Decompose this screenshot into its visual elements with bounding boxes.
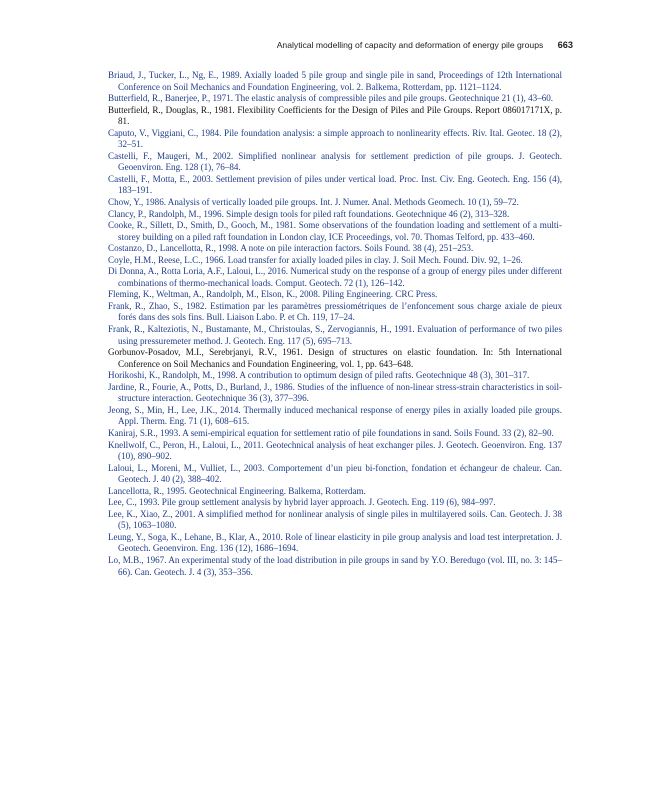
reference-entry[interactable]: Cooke, R., Sillett, D., Smith, D., Gooch, M., 1981. Some observations of the foundation loading and settlement of a multi-storey building on a piled raft foundation in London clay, ICE Proceedings, vol. 70. Thomas Telford, pp. 433–460. bbox=[108, 220, 562, 242]
reference-entry[interactable]: Horikoshi, K., Randolph, M., 1998. A contribution to optimum design of piled rafts. Geotechnique 48 (3), 301–317. bbox=[108, 370, 530, 381]
reference-entry[interactable]: Caputo, V., Viggiani, C., 1984. Pile foundation analysis: a simple approach to nonlinearity effects. Riv. Ital. Geotec. 18 (2), 32–51. bbox=[108, 127, 562, 150]
reference-entry[interactable]: Costanzo, D., Lancellotta, R., 1998. A note on pile interaction factors. Soils Found. 38 (4), 251–253. bbox=[108, 243, 474, 254]
reference-entry[interactable]: Castelli, F., Motta, E., 2003. Settlement prevision of piles under vertical load. Proc. Inst. Civ. Eng. Geotech. Eng. 156 (4), 183–191. bbox=[108, 173, 562, 196]
reference-entry[interactable]: Lee, K., Xiao, Z., 2001. A simplified method for nonlinear analysis of single piles in multilayered soils. Can. Geotech. J. 38 (5), 1063–1080. bbox=[108, 508, 562, 531]
reference-entry[interactable]: Fleming, K., Weltman, A., Randolph, M., Elson, K., 2008. Piling Engineering. CRC Press. bbox=[108, 289, 438, 300]
reference-entry[interactable]: Knellwolf, C., Peron, H., Laloui, L., 2011. Geotechnical analysis of heat exchanger piles. J. Geotech. Geoenviron. Eng. 137 (10), 890–902. bbox=[108, 439, 562, 462]
reference-entry[interactable]: Di Donna, A., Rotta Loria, A.F., Laloui, L., 2016. Numerical study on the response of a group of energy piles under different combinations of thermo-mechanical loads. Comput. Geotech. 72 (1), 126–142. bbox=[108, 266, 562, 288]
reference-entry: Gorbunov-Posadov, M.I., Serebrjanyi, R.V., 1961. Design of structures on elastic foundation. In: 5th International Conference on Soil Mechanics and Foundation Engineering, vol. 1, pp. 643–648. bbox=[108, 347, 562, 369]
page-number: 663 bbox=[557, 40, 573, 50]
running-header bbox=[108, 40, 573, 50]
reference-entry[interactable]: Laloui, L., Moreni, M., Vulliet, L., 2003. Comportement d’un pieu bi-fonction, fondation et échangeur de chaleur. Can. Geotech. J. 40 (2), 388–402. bbox=[108, 462, 562, 485]
reference-entry[interactable]: Lancellotta, R., 1995. Geotechnical Engineering. Balkema, Rotterdam. bbox=[108, 485, 366, 496]
reference-entry[interactable]: Frank, R., Zhao, S., 1982. Estimation par les paramètres pressiométriques de l’enfoncement sous charge axiale de pieux forés dans des sols fins. Bull. Liaison Labo. P. et Ch. 119, 17–24. bbox=[108, 300, 562, 323]
reference-entry[interactable]: Butterfield, R., Banerjee, P., 1971. The elastic analysis of compressible piles and pile groups. Geotechnique 21 (1), 43–60. bbox=[108, 93, 554, 104]
reference-entry[interactable]: Coyle, H.M., Reese, L.C., 1966. Load transfer for axially loaded piles in clay. J. Soil Mech. Found. Div. 92, 1–26. bbox=[108, 254, 523, 265]
reference-entry[interactable]: Jardine, R., Fourie, A., Potts, D., Burland, J., 1986. Studies of the influence of non-linear stress-strain characteristics in soil-structure interaction. Geotechnique 36 (3), 377–396. bbox=[108, 381, 562, 404]
reference-entry[interactable]: Kaniraj, S.R., 1993. A semi-empirical equation for settlement ratio of pile foundations in sand. Soils Found. 33 (2), 82–90. bbox=[108, 427, 554, 438]
reference-entry[interactable]: Briaud, J., Tucker, L., Ng, E., 1989. Axially loaded 5 pile group and single pile in sand, Proceedings of 12th International Conference on Soil Mechanics and Foundation Engineering, vol. 2. Balkema, Rotterdam, pp. 1121–1124. bbox=[108, 70, 562, 92]
reference-entry[interactable]: Clancy, P., Randolph, M., 1996. Simple design tools for piled raft foundations. Geotechnique 46 (2), 313–328. bbox=[108, 208, 510, 219]
reference-entry[interactable]: Jeong, S., Min, H., Lee, J.K., 2014. Thermally induced mechanical response of energy piles in axially loaded pile groups. Appl. Therm. Eng. 71 (1), 608–615. bbox=[108, 404, 562, 427]
reference-entry[interactable]: Leung, Y., Soga, K., Lehane, B., Klar, A., 2010. Role of linear elasticity in pile group analysis and load test interpretation. J. Geotech. Geoenviron. Eng. 136 (12), 1686–1694. bbox=[108, 531, 562, 554]
reference-entry[interactable]: Chow, Y., 1986. Analysis of vertically loaded pile groups. Int. J. Numer. Anal. Methods Geomech. 10 (1), 59–72. bbox=[108, 197, 519, 208]
reference-entry[interactable]: Frank, R., Kalteziotis, N., Bustamante, M., Christoulas, S., Zervogiannis, H., 1991. Evaluation of performance of two piles using pressuremeter method. J. Geotech. Eng. 117 (5), 695–713. bbox=[108, 324, 562, 346]
reference-entry: Butterfield, R., Douglas, R., 1981. Flexibility Coefficients for the Design of Piles and Pile Groups. Report 086017171X, p. 81. bbox=[108, 104, 562, 127]
reference-list bbox=[108, 70, 562, 578]
reference-entry[interactable]: Lee, C., 1993. Pile group settlement analysis by hybrid layer approach. J. Geotech. Eng. 119 (6), 984–997. bbox=[108, 497, 496, 508]
reference-entry[interactable]: Castelli, F., Maugeri, M., 2002. Simplified nonlinear analysis for settlement prediction of pile groups. J. Geotech. Geoenviron. Eng. 128 (1), 76–84. bbox=[108, 150, 562, 173]
reference-entry[interactable]: Lo, M.B., 1967. An experimental study of the load distribution in pile groups in sand by Y.O. Beredugo (vol. III, no. 3: 145–66). Can. Geotech. J. 4 (3), 353–356. bbox=[108, 554, 562, 577]
running-title: Analytical modelling of capacity and deformation of energy pile groups bbox=[276, 40, 544, 50]
